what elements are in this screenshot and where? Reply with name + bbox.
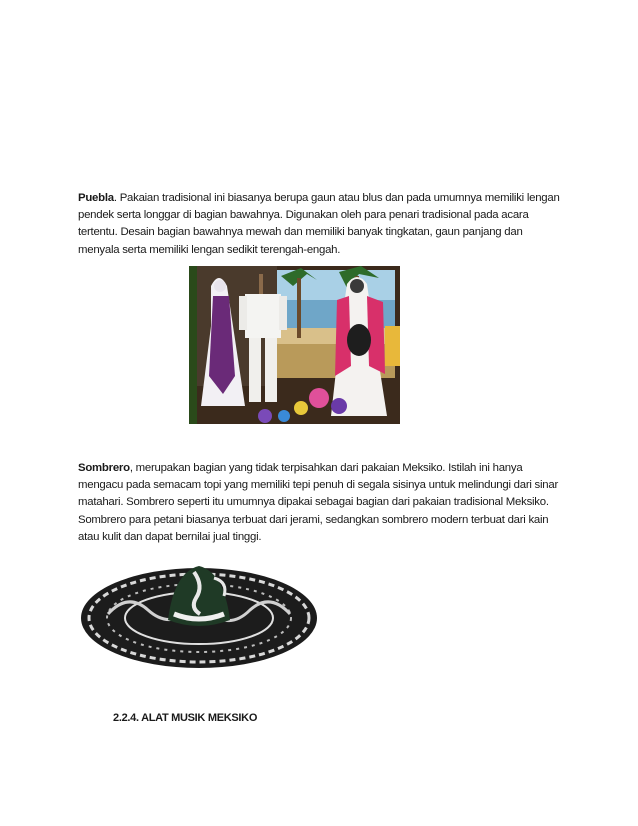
sombrero-text: , merupakan bagian yang tidak terpisahkan dari pakaian Meksiko. Istilah ini hanya mengacu pada semacam topi yang memiliki tepi penuh di segala sisinya untuk melindungi dari sinar matahari. Sombrero seperti itu umumnya dipakai sebagai bagian dari pakaian tradisional Meksiko. Sombrero para petani biasanya terbuat dari jerami, sedangkan sombrero modern terbuat dari kain atau kulit dan dapat bernilai jual tinggi.: [78, 462, 558, 543]
puebla-paragraph: [78, 190, 560, 259]
puebla-costumes-photo: [189, 266, 400, 424]
sombrero-paragraph: [78, 460, 560, 546]
puebla-text: . Pakaian tradisional ini biasanya berupa gaun atau blus dan pada umumnya memiliki lengan pendek serta longgar di bagian bawahnya. Digunakan oleh para penari tradisional pada acara tertentu. Desain bagian bawahnya mewah dan memiliki banyak tingkatan, gaun panjang dan menyala serta memiliki lengan sedikit terengah-engah.: [78, 192, 560, 256]
sombrero-photo: [78, 552, 320, 672]
puebla-term: Puebla: [78, 192, 114, 204]
sombrero-term: Sombrero: [78, 462, 130, 474]
section-heading: 2.2.4. ALAT MUSIK MEKSIKO: [113, 712, 258, 724]
